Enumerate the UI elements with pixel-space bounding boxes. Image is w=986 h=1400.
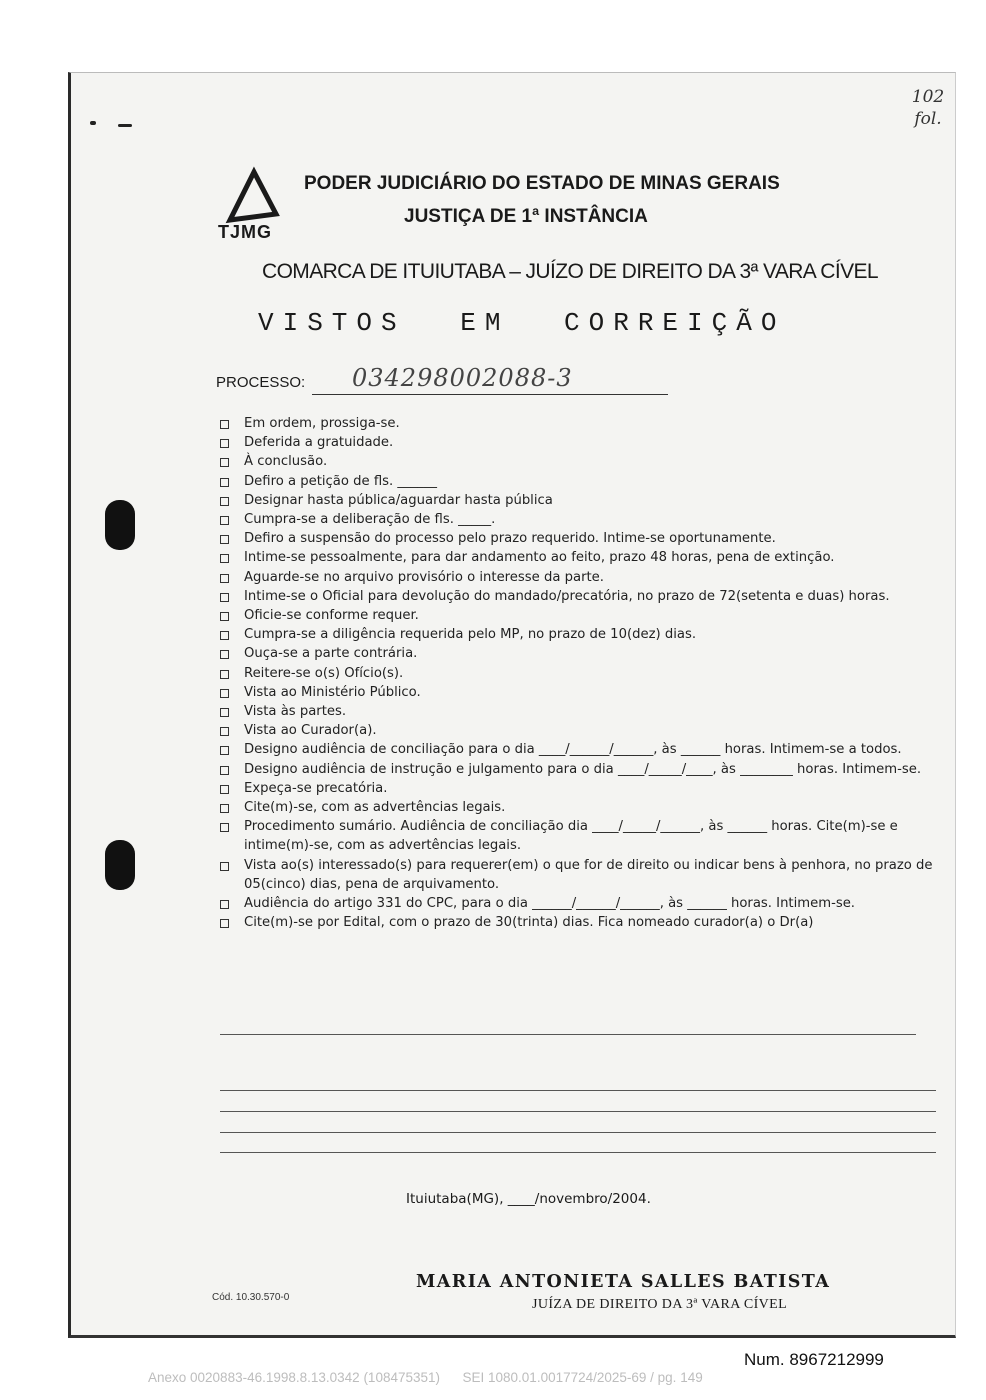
- checkbox[interactable]: [220, 689, 229, 698]
- checkbox[interactable]: [220, 516, 229, 525]
- checkbox[interactable]: [220, 497, 229, 506]
- blank-line: [220, 1090, 936, 1091]
- checklist-item: [218, 721, 940, 740]
- checklist-item-text: Intime-se o Oficial para devolução do mandado/precatória, no prazo de 72(setenta e duas) horas.: [244, 588, 890, 604]
- checklist-item: [218, 452, 940, 471]
- checklist-item-text: Cumpra-se a diligência requerida pelo MP, no prazo de 10(dez) dias.: [244, 627, 697, 643]
- checkbox[interactable]: [220, 439, 229, 448]
- checklist-item: [218, 587, 940, 606]
- checklist-item: [218, 548, 940, 567]
- signer-name: MARIA ANTONIETA SALLES BATISTA: [416, 1272, 831, 1292]
- checklist-item-text: À conclusão.: [244, 454, 328, 470]
- blank-line: [220, 1034, 916, 1035]
- form-code: Cód. 10.30.570-0: [212, 1292, 290, 1303]
- footer-reference: Anexo 0020883-46.1998.8.13.0342 (108475351) SEI 1080.01.0017724/2025-69 / pg. 149: [148, 1370, 703, 1385]
- checklist-item: [218, 856, 940, 894]
- checkbox[interactable]: [220, 900, 229, 909]
- checklist-item: [218, 913, 940, 932]
- checklist-item: [218, 683, 940, 702]
- blank-line: [220, 1152, 936, 1153]
- checkbox[interactable]: [220, 420, 229, 429]
- checklist-item-text: Intime-se pessoalmente, para dar andamento ao feito, prazo 48 horas, pena de extinção.: [244, 550, 835, 566]
- checkbox[interactable]: [220, 650, 229, 659]
- checkbox[interactable]: [220, 535, 229, 544]
- checklist-item: [218, 817, 940, 855]
- checklist-item: [218, 760, 940, 779]
- checkbox[interactable]: [220, 612, 229, 621]
- checklist-item: [218, 491, 940, 510]
- logo-text: TJMG: [218, 222, 273, 242]
- checklist: [218, 414, 940, 932]
- checklist-item: [218, 664, 940, 683]
- checkbox[interactable]: [220, 670, 229, 679]
- checklist-item: [218, 568, 940, 587]
- checkbox[interactable]: [220, 478, 229, 487]
- handwritten-page-number: [900, 86, 956, 130]
- checklist-item: [218, 798, 940, 817]
- checklist-item-text: Vista ao(s) interessado(s) para requerer(em) o que for de direito ou indicar bens à penhora, no prazo de 05(cinco) dias, pena de arquivamento.: [244, 857, 933, 892]
- checkbox[interactable]: [220, 746, 229, 755]
- checklist-item-text: Oficie-se conforme requer.: [244, 608, 419, 624]
- page-heading: VISTOS EM CORREIÇÃO: [258, 308, 786, 338]
- checklist-item: [218, 472, 940, 491]
- checkbox[interactable]: [220, 804, 229, 813]
- checklist-item-text: Designo audiência de instrução e julgamento para o dia ____/_____/____, às ________ horas. Intimem-se.: [244, 761, 922, 777]
- checkbox[interactable]: [220, 458, 229, 467]
- checklist-item-text: Designar hasta pública/aguardar hasta pública: [244, 492, 553, 508]
- checkbox[interactable]: [220, 919, 229, 928]
- processo-underline: [312, 394, 668, 395]
- checklist-item-text: Audiência do artigo 331 do CPC, para o dia ______/______/______, às ______ horas. Intimem-se.: [244, 896, 855, 912]
- checklist-item: [218, 433, 940, 452]
- punch-hole: [105, 500, 135, 550]
- processo-label: PROCESSO:: [216, 374, 306, 391]
- processo-number: 034298002088-3: [352, 364, 573, 392]
- blank-line: [220, 1111, 936, 1112]
- checklist-item: [218, 779, 940, 798]
- checkbox[interactable]: [220, 593, 229, 602]
- checklist-item: [218, 625, 940, 644]
- page-number-suffix: fol.: [914, 109, 942, 129]
- checkbox[interactable]: [220, 727, 229, 736]
- checklist-item-text: Cumpra-se a deliberação de fls. _____.: [244, 512, 496, 528]
- checklist-item: [218, 414, 940, 433]
- title-line-1: PODER JUDICIÁRIO DO ESTADO DE MINAS GERAIS: [304, 173, 780, 194]
- checklist-item-text: Reitere-se o(s) Ofício(s).: [244, 665, 404, 681]
- checkbox[interactable]: [220, 785, 229, 794]
- checklist-item-text: Vista ao Ministério Público.: [244, 684, 421, 700]
- scan-speck: [118, 124, 132, 127]
- checklist-item-text: Cite(m)-se, com as advertências legais.: [244, 800, 506, 816]
- blank-line: [220, 1132, 936, 1133]
- checklist-item-text: Expeça-se precatória.: [244, 780, 388, 796]
- document-number: Num. 8967212999: [744, 1350, 884, 1369]
- scan-speck: [90, 121, 96, 125]
- signer-title: JUÍZA DE DIREITO DA 3ª VARA CÍVEL: [532, 1297, 788, 1312]
- checklist-item-text: Ouça-se a parte contrária.: [244, 646, 418, 662]
- checklist-item-text: Deferida a gratuidade.: [244, 435, 394, 451]
- checkbox[interactable]: [220, 766, 229, 775]
- checklist-item: [218, 529, 940, 548]
- checklist-item: [218, 644, 940, 663]
- checklist-item-text: Vista ao Curador(a).: [244, 723, 377, 739]
- court-name: COMARCA DE ITUIUTABA – JUÍZO DE DIREITO DA 3ª VARA CÍVEL: [262, 260, 878, 283]
- checklist-item-text: Procedimento sumário. Audiência de conciliação dia ____/_____/______, às ______ horas. Cite(m)-se e intime(m)-se, com as advertências legais.: [244, 819, 898, 854]
- checklist-item-text: Defiro a petição de fls. ______: [244, 473, 437, 489]
- checklist-item: [218, 510, 940, 529]
- checkbox[interactable]: [220, 823, 229, 832]
- title-line-2: JUSTIÇA DE 1ª INSTÂNCIA: [404, 206, 648, 227]
- checklist-item-text: Defiro a suspensão do processo pelo prazo requerido. Intime-se oportunamente.: [244, 531, 776, 547]
- checkbox[interactable]: [220, 708, 229, 717]
- date-line: Ituiutaba(MG), ____/novembro/2004.: [406, 1191, 651, 1207]
- checklist-item: [218, 740, 940, 759]
- checklist-item-text: Em ordem, prossiga-se.: [244, 416, 400, 431]
- checklist-item: [218, 606, 940, 625]
- checklist-item-text: Vista às partes.: [244, 704, 347, 720]
- punch-hole: [105, 840, 135, 890]
- checklist-item: [218, 894, 940, 913]
- checkbox[interactable]: [220, 574, 229, 583]
- checkbox[interactable]: [220, 862, 229, 871]
- page-number: 102: [911, 87, 945, 107]
- checkbox[interactable]: [220, 631, 229, 640]
- checklist-item-text: Aguarde-se no arquivo provisório o interesse da parte.: [244, 569, 604, 585]
- checkbox[interactable]: [220, 554, 229, 563]
- checklist-item-text: Cite(m)-se por Edital, com o prazo de 30(trinta) dias. Fica nomeado curador(a) o Dr(a): [244, 915, 814, 931]
- checklist-item-text: Designo audiência de conciliação para o dia ____/______/______, às ______ horas. Intimem-se a todos.: [244, 742, 902, 758]
- checklist-item: [218, 702, 940, 721]
